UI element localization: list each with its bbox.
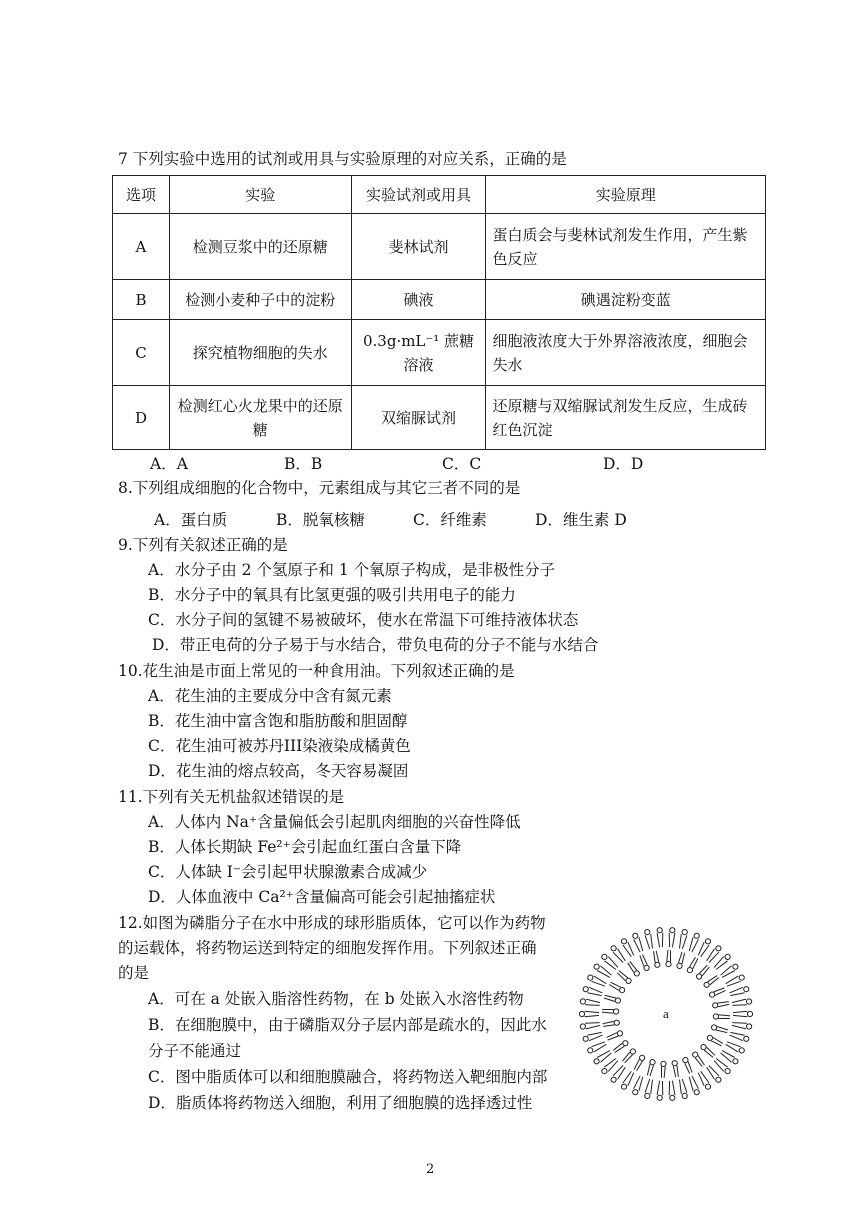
phospholipid-tail xyxy=(679,952,683,963)
phospholipid-head xyxy=(744,987,749,992)
phospholipid-tail xyxy=(604,1059,616,1068)
phospholipid-tail xyxy=(714,957,724,968)
phospholipid-head xyxy=(617,1031,622,1036)
phospholipid-tail xyxy=(657,1081,660,1095)
phospholipid-head xyxy=(655,962,660,967)
phospholipid-tail xyxy=(722,1051,735,1058)
phospholipid-head xyxy=(588,1048,593,1053)
q10-option-a[interactable]: A．花生油的主要成分中含有氮元素 xyxy=(148,687,392,705)
phospholipid-tail xyxy=(585,1023,600,1024)
phospholipid-head xyxy=(725,954,730,959)
phospholipid-head xyxy=(661,1061,666,1066)
phospholipid-tail xyxy=(689,1077,693,1091)
q9-option-d[interactable]: D．带正电荷的分子易于与水结合，带负电荷的分子不能与水结合 xyxy=(152,636,599,654)
table-row xyxy=(113,320,766,386)
phospholipid-tail xyxy=(689,937,693,951)
phospholipid-tail xyxy=(672,1081,675,1095)
q10-option-d[interactable]: D．花生油的熔点较高，冬天容易凝固 xyxy=(148,762,409,780)
phospholipid-head xyxy=(725,1069,730,1074)
phospholipid-tail xyxy=(719,1015,730,1016)
row-principle: 蛋白质会与斐林试剂发生作用，产生紫色反应 xyxy=(486,214,766,280)
phospholipid-tail xyxy=(692,1076,699,1089)
phospholipid-tail xyxy=(680,934,682,948)
phospholipid-tail xyxy=(698,1056,704,1066)
q11-option-c[interactable]: C．人体缺 I⁻会引起甲状腺激素合成减少 xyxy=(148,863,428,881)
q7-option-c[interactable]: C．C xyxy=(442,455,482,473)
q7-option-b[interactable]: B．B xyxy=(284,455,323,473)
phospholipid-head xyxy=(705,939,710,944)
phospholipid-head xyxy=(682,1093,687,1098)
phospholipid-tail xyxy=(716,961,728,970)
phospholipid-tail xyxy=(732,1005,747,1006)
phospholipid-tail xyxy=(730,993,744,996)
phospholipid-head xyxy=(747,1011,752,1016)
phospholipid-head xyxy=(621,1084,626,1089)
phospholipid-tail xyxy=(732,1025,746,1029)
phospholipid-tail xyxy=(645,935,650,949)
phospholipid-tail xyxy=(710,978,719,985)
phospholipid-tail xyxy=(718,1004,729,1007)
phospholipid-head xyxy=(747,999,752,1004)
table-row xyxy=(113,280,766,320)
q12-option-b[interactable]: B．在细胞膜中，由于磷脂双分子层内部是疏水的，因此水 xyxy=(148,1016,547,1034)
phospholipid-head xyxy=(588,975,593,980)
phospholipid-tail xyxy=(721,966,732,975)
liposome-label-a: a xyxy=(663,1006,669,1021)
phospholipid-head xyxy=(594,964,599,969)
phospholipid-tail xyxy=(651,1080,653,1094)
liposome-figure xyxy=(566,922,766,1112)
q11-option-d[interactable]: D．人体血液中 Ca²⁺含量偏高可能会引起抽搐症状 xyxy=(148,888,496,906)
row-option: C xyxy=(113,320,170,386)
phospholipid-tail xyxy=(667,950,668,961)
phospholipid-head xyxy=(650,1060,655,1065)
q8-option-c[interactable]: C．纤维素 xyxy=(413,511,487,529)
phospholipid-tail xyxy=(604,998,615,1002)
q9-stem: 9.下列有关叙述正确的是 xyxy=(118,536,288,554)
phospholipid-tail xyxy=(695,1058,702,1067)
q12-option-b-continued: 分子不能通过 xyxy=(148,1042,242,1060)
row-reagent: 斐林试剂 xyxy=(351,214,486,280)
phospholipid-tail xyxy=(585,1011,599,1012)
phospholipid-head xyxy=(733,964,738,969)
phospholipid-tail xyxy=(717,1027,728,1031)
q11-option-a[interactable]: A．人体内 Na⁺含量偏低会引起肌肉细胞的兴奋性降低 xyxy=(148,813,521,831)
q11-stem: 11.下列有关无机盐叙述错误的是 xyxy=(118,788,345,806)
q7-option-d[interactable]: D．D xyxy=(603,455,644,473)
phospholipid-head xyxy=(704,982,709,987)
phospholipid-tail xyxy=(656,951,659,962)
q8-option-a[interactable]: A．蛋白质 xyxy=(154,511,228,529)
phospholipid-head xyxy=(623,1041,628,1046)
phospholipid-tail xyxy=(682,1079,687,1093)
phospholipid-head xyxy=(739,975,744,980)
phospholipid-head xyxy=(634,971,639,976)
phospholipid-tail xyxy=(623,1052,630,1061)
row-principle: 碘遇淀粉变蓝 xyxy=(486,280,766,320)
phospholipid-tail xyxy=(625,1055,633,1063)
phospholipid-head xyxy=(705,1084,710,1089)
row-principle: 还原糖与双缩脲试剂发生反应，生成砖红色沉淀 xyxy=(486,386,766,450)
header-principle: 实验原理 xyxy=(486,176,766,214)
phospholipid-head xyxy=(657,1095,662,1100)
row-experiment: 检测豆浆中的还原糖 xyxy=(169,214,351,280)
phospholipid-tail xyxy=(630,961,637,970)
phospholipid-tail xyxy=(587,993,601,996)
phospholipid-tail xyxy=(664,1067,665,1078)
phospholipid-head xyxy=(614,1009,619,1014)
phospholipid-head xyxy=(579,1011,584,1016)
phospholipid-tail xyxy=(680,1080,682,1094)
phospholipid-tail xyxy=(733,1015,747,1016)
phospholipid-head xyxy=(583,987,588,992)
phospholipid-head xyxy=(621,939,626,944)
phospholipid-tail xyxy=(721,1053,732,1062)
row-option: B xyxy=(113,280,170,320)
phospholipid-tail xyxy=(585,1005,600,1006)
table-row xyxy=(113,214,766,280)
phospholipid-tail xyxy=(716,1030,727,1033)
phospholipid-head xyxy=(693,1052,698,1057)
table-row xyxy=(113,386,766,450)
phospholipid-head xyxy=(645,1093,650,1098)
q11-option-b[interactable]: B．人体长期缺 Fe²⁺会引起血红蛋白含量下降 xyxy=(148,838,462,856)
row-option: A xyxy=(113,214,170,280)
phospholipid-head xyxy=(615,998,620,1003)
phospholipid-head xyxy=(602,1069,607,1074)
phospholipid-tail xyxy=(589,1035,602,1041)
row-option: D xyxy=(113,386,170,450)
phospholipid-head xyxy=(644,965,649,970)
phospholipid-head xyxy=(620,988,625,993)
phospholipid-tail xyxy=(645,1079,650,1093)
phospholipid-tail xyxy=(709,952,719,962)
phospholipid-tail xyxy=(608,1061,618,1072)
phospholipid-tail xyxy=(714,1061,724,1072)
phospholipid-tail xyxy=(603,1021,614,1024)
phospholipid-head xyxy=(716,946,721,951)
phospholipid-tail xyxy=(673,1066,676,1077)
q12-stem-line: 的是 xyxy=(118,964,150,982)
phospholipid-head xyxy=(583,1036,588,1041)
q12-stem-line: 12.如图为磷脂分子在水中形成的球形脂质体，它可以作为药物 xyxy=(118,914,546,932)
phospholipid-head xyxy=(713,1014,718,1019)
row-reagent: 0.3g·mL⁻¹ 蔗糖溶液 xyxy=(351,320,486,386)
phospholipid-tail xyxy=(603,1025,614,1027)
phospholipid-tail xyxy=(732,1023,747,1024)
phospholipid-tail xyxy=(586,999,600,1003)
phospholipid-head xyxy=(626,978,631,983)
phospholipid-head xyxy=(611,1077,616,1082)
phospholipid-head xyxy=(716,1077,721,1082)
q7-stem: 7 下列实验中选用的试剂或用具与实验原理的对应关系，正确的是 xyxy=(118,150,567,168)
phospholipid-head xyxy=(580,999,585,1004)
q9-option-c[interactable]: C．水分子间的氢键不易被破坏，使水在常温下可维持液体状态 xyxy=(148,611,579,629)
phospholipid-tail xyxy=(654,951,656,962)
phospholipid-tail xyxy=(650,1065,654,1076)
phospholipid-tail xyxy=(589,987,602,993)
phospholipid-tail xyxy=(657,933,660,947)
phospholipid-tail xyxy=(615,1046,625,1052)
phospholipid-head xyxy=(694,1090,699,1095)
q10-option-b[interactable]: B．花生油中富含饱和脂肪酸和胆固醇 xyxy=(148,712,408,730)
phospholipid-head xyxy=(611,946,616,951)
phospholipid-tail xyxy=(699,965,707,973)
q12-option-c[interactable]: C．图中脂质体可以和细胞膜融合，将药物送入靶细胞内部 xyxy=(148,1068,548,1086)
phospholipid-head xyxy=(694,933,699,938)
row-experiment: 探究植物细胞的失水 xyxy=(169,320,351,386)
phospholipid-head xyxy=(744,1036,749,1041)
phospholipid-tail xyxy=(619,971,628,978)
phospholipid-head xyxy=(713,1003,718,1008)
phospholipid-head xyxy=(630,1049,635,1054)
phospholipid-head xyxy=(602,954,607,959)
phospholipid-tail xyxy=(600,966,611,975)
q8-option-d[interactable]: D．维生素 D xyxy=(535,511,627,529)
phospholipid-tail xyxy=(613,1066,623,1076)
phospholipid-tail xyxy=(602,1012,613,1013)
phospholipid-tail xyxy=(730,987,743,993)
phospholipid-tail xyxy=(733,1011,747,1012)
phospholipid-tail xyxy=(677,1066,679,1077)
phospholipid-tail xyxy=(709,1066,719,1076)
phospholipid-tail xyxy=(600,1053,611,1062)
row-reagent: 双缩脲试剂 xyxy=(351,386,486,450)
phospholipid-tail xyxy=(716,1059,728,1068)
phospholipid-head xyxy=(712,1025,717,1030)
phospholipid-head xyxy=(733,1059,738,1064)
phospholipid-head xyxy=(710,992,715,997)
q10-stem: 10.花生油是市面上常见的一种食用油。下列叙述正确的是 xyxy=(118,662,515,680)
phospholipid-head xyxy=(697,974,702,979)
phospholipid-tail xyxy=(628,963,634,973)
phospholipid-head xyxy=(633,1090,638,1095)
phospholipid-tail xyxy=(587,1032,601,1035)
header-reagent: 实验试剂或用具 xyxy=(351,176,486,214)
phospholipid-tail xyxy=(702,967,709,976)
q7-option-a[interactable]: A．A xyxy=(150,455,188,473)
phospholipid-head xyxy=(640,1055,645,1060)
q10-option-c[interactable]: C．花生油可被苏丹III染液染成橘黄色 xyxy=(148,737,411,755)
phospholipid-tail xyxy=(608,957,618,968)
page-number: 2 xyxy=(426,1162,435,1177)
phospholipid-head xyxy=(633,933,638,938)
phospholipid-tail xyxy=(597,1051,610,1058)
phospholipid-tail xyxy=(647,1064,650,1075)
phospholipid-tail xyxy=(730,1032,744,1035)
q7-options xyxy=(0,452,868,474)
phospholipid-tail xyxy=(732,999,746,1003)
phospholipid-tail xyxy=(617,973,625,981)
phospholipid-head xyxy=(580,1024,585,1029)
row-principle: 细胞液浓度大于外界溶液浓度，细胞会失水 xyxy=(486,320,766,386)
phospholipid-tail xyxy=(618,949,626,961)
phospholipid-head xyxy=(645,930,650,935)
phospholipid-head xyxy=(687,968,692,973)
q8-option-b[interactable]: B．脱氧核糖 xyxy=(276,511,365,529)
header-experiment: 实验 xyxy=(169,176,351,214)
phospholipid-head xyxy=(672,1061,677,1066)
phospholipid-tail xyxy=(613,1043,622,1050)
phospholipid-tail xyxy=(707,949,715,961)
phospholipid-head xyxy=(739,1048,744,1053)
q12-option-d[interactable]: D．脂质体将药物送入细胞，利用了细胞膜的选择透过性 xyxy=(148,1094,533,1112)
phospholipid-tail xyxy=(692,939,699,952)
phospholipid-tail xyxy=(634,939,641,952)
phospholipid-tail xyxy=(586,1025,600,1029)
phospholipid-tail xyxy=(707,1067,715,1079)
phospholipid-head xyxy=(670,1095,675,1100)
q12-stem-line: 的运载体，将药物运送到特定的细胞发挥作用。下列叙述正确 xyxy=(118,939,537,957)
phospholipid-head xyxy=(683,1058,688,1063)
phospholipid-tail xyxy=(672,933,675,947)
phospholipid-tail xyxy=(704,1050,713,1057)
phospholipid-head xyxy=(666,962,671,967)
phospholipid-tail xyxy=(651,934,653,948)
phospholipid-head xyxy=(682,930,687,935)
phospholipid-tail xyxy=(639,1077,643,1091)
phospholipid-head xyxy=(707,1035,712,1040)
phospholipid-tail xyxy=(718,1002,729,1004)
phospholipid-tail xyxy=(604,961,616,970)
table-header-row xyxy=(113,176,766,214)
header-option: 选项 xyxy=(113,176,170,214)
phospholipid-tail xyxy=(639,937,643,951)
phospholipid-head xyxy=(677,963,682,968)
phospholipid-tail xyxy=(682,935,687,949)
phospholipid-tail xyxy=(722,971,735,978)
phospholipid-head xyxy=(657,928,662,933)
phospholipid-tail xyxy=(618,1067,626,1079)
phospholipid-head xyxy=(701,1045,706,1050)
phospholipid-head xyxy=(747,1024,752,1029)
phospholipid-tail xyxy=(707,1047,715,1055)
q9-option-b[interactable]: B．水分子中的氧具有比氢更强的吸引共用电子的能力 xyxy=(148,586,516,604)
phospholipid-tail xyxy=(585,1015,599,1016)
phospholipid-tail xyxy=(605,995,616,998)
phospholipid-tail xyxy=(634,1076,641,1089)
row-experiment: 检测红心火龙果中的还原糖 xyxy=(169,386,351,450)
row-experiment: 检测小麦种子中的淀粉 xyxy=(169,280,351,320)
phospholipid-tail xyxy=(613,952,623,962)
phospholipid-tail xyxy=(708,976,718,982)
phospholipid-tail xyxy=(730,1035,743,1041)
phospholipid-head xyxy=(614,1020,619,1025)
q12-option-a[interactable]: A．可在 a 处嵌入脂溶性药物，在 b 处嵌入水溶性药物 xyxy=(148,990,524,1008)
q9-option-a[interactable]: A．水分子由 2 个氢原子和 1 个氧原子构成，是非极性分子 xyxy=(148,561,556,579)
phospholipid-tail xyxy=(682,953,685,964)
q7-table xyxy=(112,175,766,450)
q8-stem: 8.下列组成细胞的化合物中，元素组成与其它三者不同的是 xyxy=(118,479,521,497)
phospholipid-head xyxy=(594,1059,599,1064)
phospholipid-tail xyxy=(597,971,610,978)
phospholipid-head xyxy=(670,928,675,933)
q8-options xyxy=(0,508,868,530)
row-reagent: 碘液 xyxy=(351,280,486,320)
